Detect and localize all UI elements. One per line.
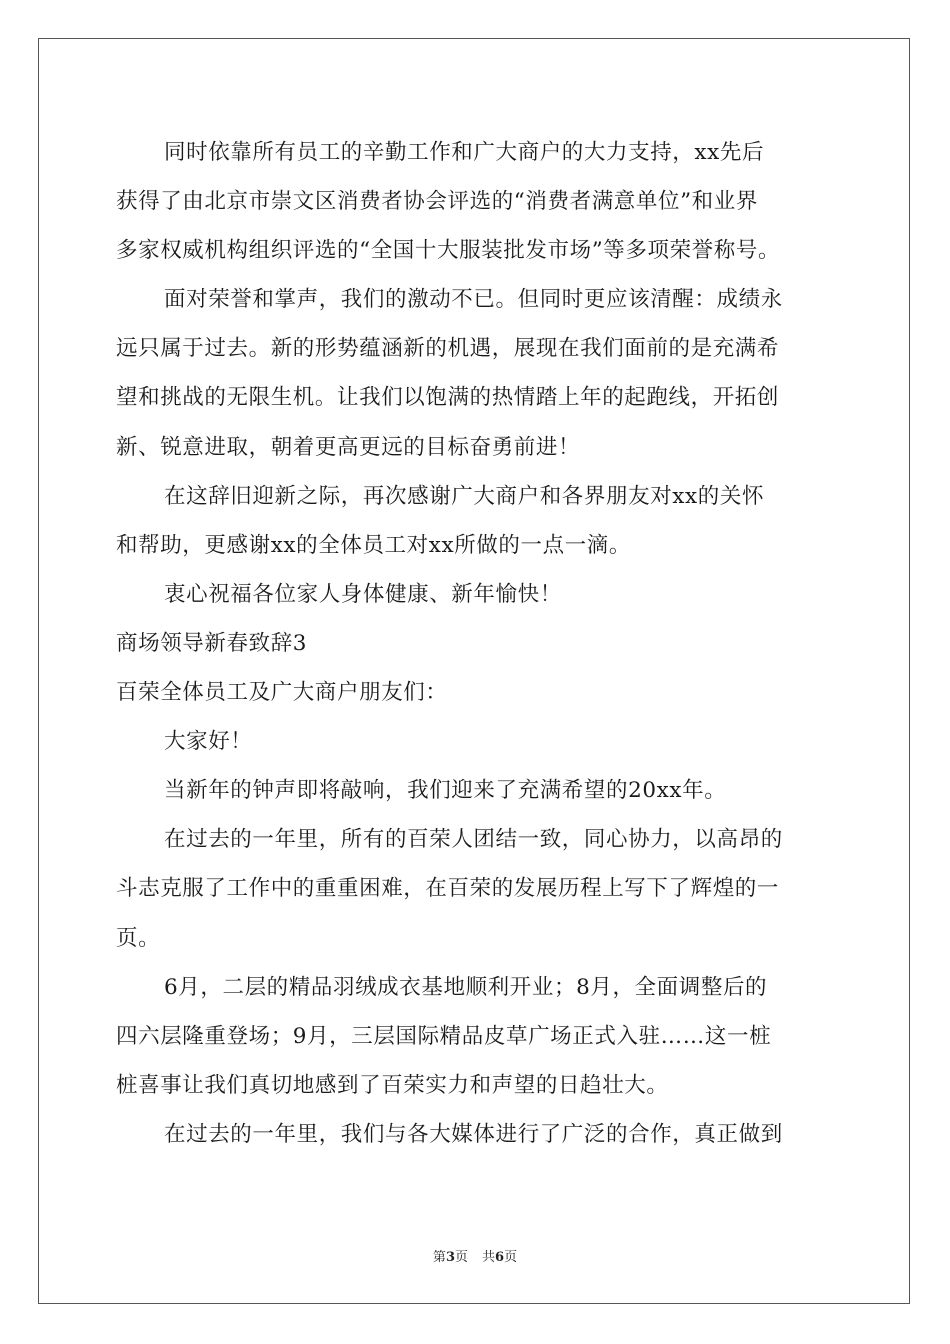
text-line: 6月，二层的精品羽绒成衣基地顺利开业；8月，全面调整后的: [164, 974, 768, 1000]
page-total: 6: [495, 1250, 505, 1265]
text-line: 四六层隆重登场；9月，三层国际精品皮草广场正式入驻……这一桩: [116, 1023, 772, 1049]
total-suffix: 页: [504, 1250, 518, 1265]
greeting: 大家好！: [164, 729, 253, 755]
page-current: 3: [445, 1250, 455, 1265]
text-line: 在过去的一年里，我们与各大媒体进行了广泛的合作，真正做到: [164, 1121, 783, 1147]
text-line: 当新年的钟声即将敲响，我们迎来了充满希望的20xx年。: [164, 778, 727, 804]
page-footer: [0, 1246, 950, 1265]
text-line: 新、锐意进取，朝着更高更远的目标奋勇前进！: [116, 434, 581, 460]
page-prefix: 第: [432, 1250, 446, 1265]
text-line: 在这辞旧迎新之际，再次感谢广大商户和各界朋友对xx的关怀: [164, 483, 765, 509]
text-line: 和帮助，更感谢xx的全体员工对xx所做的一点一滴。: [116, 532, 632, 558]
text-line: 面对荣誉和掌声，我们的激动不已。但同时更应该清醒：成绩永: [164, 287, 783, 313]
text-line: 桩喜事让我们真切地感到了百荣实力和声望的日趋壮大。: [116, 1072, 669, 1098]
text-line: 同时依靠所有员工的辛勤工作和广大商户的大力支持，xx先后: [164, 140, 765, 165]
text-line: 衷心祝福各位家人身体健康、新年愉快！: [164, 581, 562, 607]
section-heading: 商场领导新春致辞3: [116, 630, 308, 656]
text-line: 望和挑战的无限生机。让我们以饱满的热情踏上年的起跑线，开拓创: [116, 385, 780, 411]
document-body: [116, 128, 836, 1159]
page-suffix: 页: [454, 1250, 468, 1265]
text-line: 多家权威机构组织评选的“全国十大服装批发市场”等多项荣誉称号。: [116, 238, 781, 264]
text-line: 在过去的一年里，所有的百荣人团结一致，同心协力，以高昂的: [164, 827, 783, 853]
text-line: 远只属于过去。新的形势蕴涵新的机遇，展现在我们面前的是充满希: [116, 336, 780, 362]
text-line: 斗志克服了工作中的重重困难，在百荣的发展历程上写下了辉煌的一: [116, 876, 780, 902]
text-line: 页。: [116, 925, 161, 951]
total-prefix: 共: [482, 1250, 496, 1265]
salutation: 百荣全体员工及广大商户朋友们：: [116, 680, 448, 706]
text-line: 获得了由北京市崇文区消费者协会评选的“消费者满意单位”和业界: [116, 189, 758, 215]
